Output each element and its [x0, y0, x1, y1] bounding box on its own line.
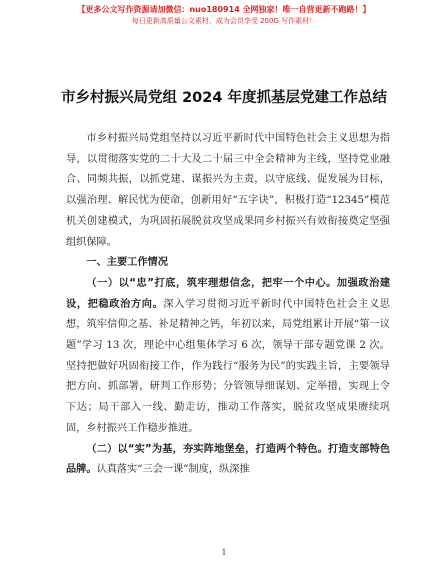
paragraph-2-lead: （二）以“实”为基，夯实阵地堡垒，打造两个特色。 [86, 443, 329, 455]
paragraph-1-lead: （一）以“忠”打底，筑牢理想信念，把牢一个中心。 [86, 277, 337, 289]
document-body [66, 129, 390, 481]
promo-banner [0, 4, 448, 26]
section-heading: 一、主要工作情况 [86, 257, 168, 269]
paragraph-1 [66, 274, 390, 440]
paragraph-2 [66, 440, 390, 481]
paragraph-2-text: 认真落实“三会一课”制度，纵深推 [96, 464, 250, 476]
paragraph-2-lead-tail: 打造支部特色品牌。 [66, 443, 391, 476]
intro-paragraph: 市乡村振兴局党组坚持以习近平新时代中国特色社会主义思想为指导，以贯彻落实党的二十大及二十届三中全会精神为主线，坚持党业融合、同频共振，以抓党建、谋振兴为主责，以守底线、促发展为目标，以强治理、解民忧为使命，创新用好“五字诀”，积极打造“12345”模范机关创建模式，为巩固拓展脱贫攻坚成果同乡村振兴有效衔接奠定坚强组织保障。 [66, 133, 390, 248]
promo-banner-line-1: 【更多公文写作资源请加微信：nuo180914 全网独家！唯一自营更新不跑路！】 [77, 5, 371, 14]
document-title: 市乡村振兴局党组 2024 年度抓基层党建工作总结 [61, 90, 387, 106]
promo-banner-line-2: 每日更新高质量公文素材，成为会员享受 200G 写作素材！ [131, 17, 317, 25]
paragraph-1-lead-tail: 加强政治建设，把稳政治方向。 [66, 277, 391, 310]
page-number: 1 [221, 548, 227, 557]
paragraph-1-text: 深入学习贯彻习近平新时代中国特色社会主义思想，筑牢信仰之基、补足精神之钙，年初以来，局党组累计开展“第一议题”学习 13 次，理论中心组集体学习 6 次，领导干部专题党课 2 次。坚持把做好巩固衔接工作，作为践行“服务为民”的实践主旨，主要领导把方向、抓部署，研判工作形势；分管领导细谋划、定举措，实现上令下达；局干部入一线、勤走访，推动工作落实，脱贫攻坚成果赓续巩固，乡村振兴工作稳步推进。 [66, 298, 390, 434]
